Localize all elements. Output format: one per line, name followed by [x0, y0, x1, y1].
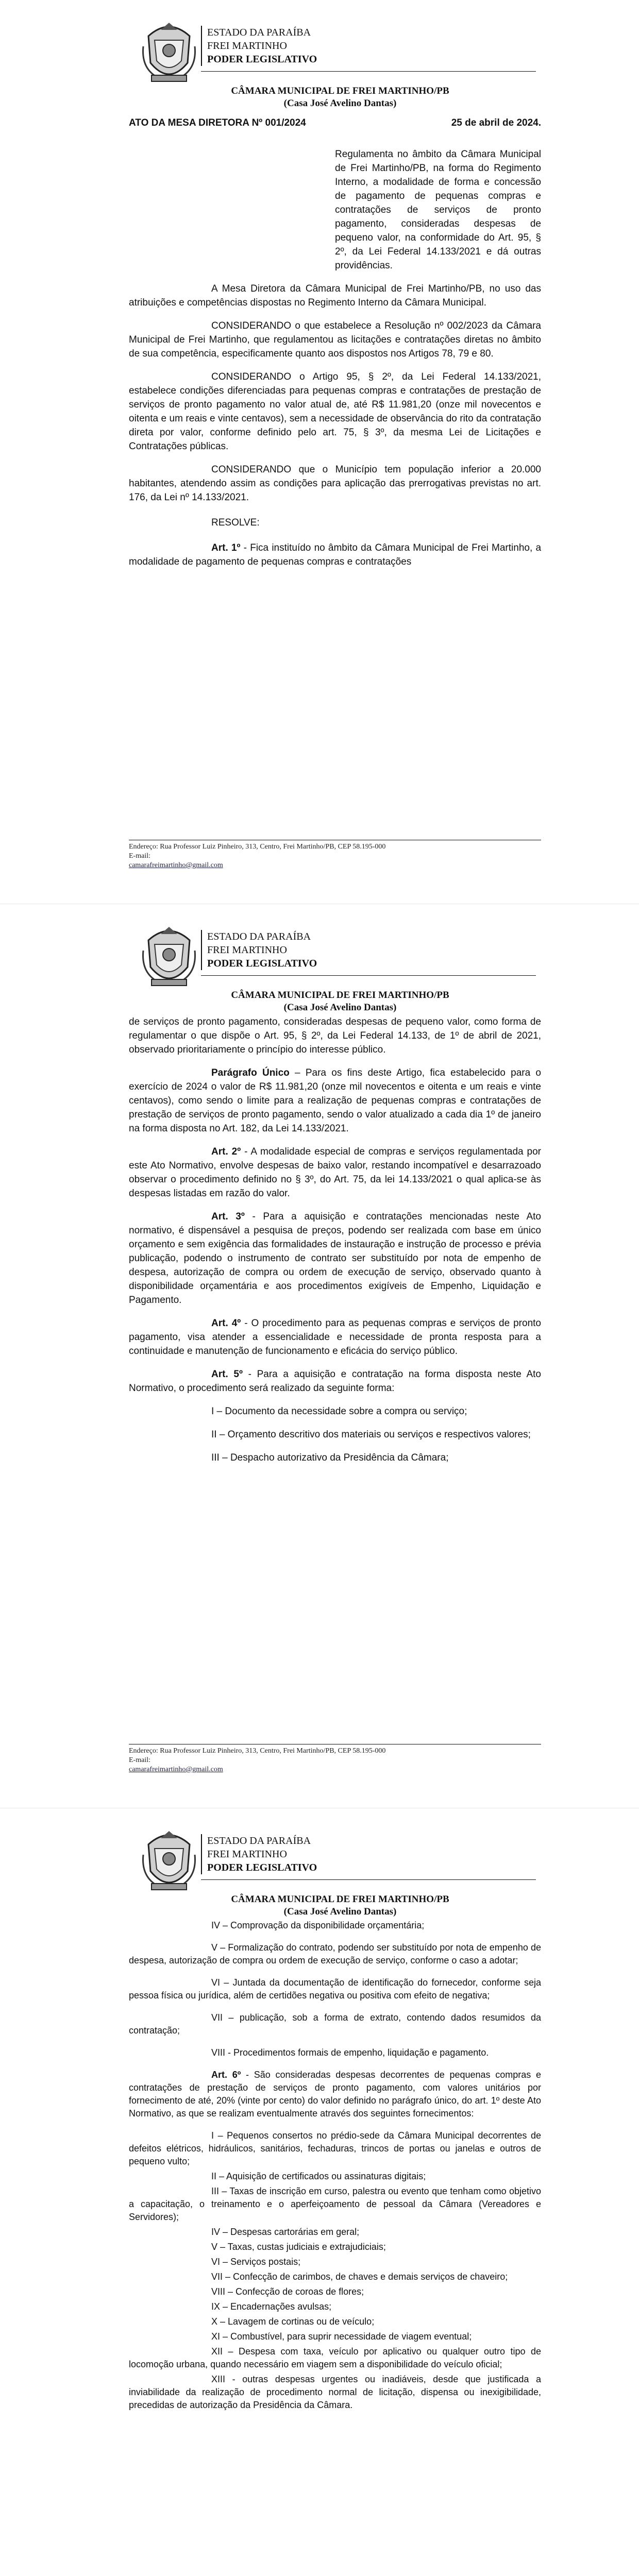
- page-2-body: [129, 1015, 541, 1474]
- list-item: I – Documento da necessidade sobre a compra ou serviço;: [211, 1406, 467, 1417]
- letterhead: [129, 1829, 551, 1917]
- act-heading: [129, 116, 541, 130]
- paragraph: CONSIDERANDO o Artigo 95, § 2º, da Lei Federal 14.133/2021, estabelece condições diferenciadas para pequenas compras e contratações de prestação de serviços de pronto pagamento no valor atual de, até R$ 11.981,20 (onze mil novecentos e oitenta e um reais e vinte centavos), sem a necessidade de observância do rito da contratação direta por valor, conforme definido pelo art. 75, § 3º, da mesma Lei de Licitações e Contratações públicas.: [129, 371, 541, 452]
- article-text: - Para a aquisição e contratações mencionadas neste Ato normativo, é dispensável a pesquisa de preços, podendo ser realizada com base em único orçamento e sem exigência das formalidades de instauração e instrução de processo e prévia publicação, podendo o instrumento de contrato ser substituído por nota de empenho de despesa, autorização de compra ou ordem de execução de serviço, observado quanto à disponibilidade orçamentária e aos procedimentos exigíveis de Empenho, Liquidação e Pagamento.: [129, 1211, 541, 1306]
- list-item: I – Pequenos consertos no prédio-sede da Câmara Municipal decorrentes de defeitos elétricos, hidráulicos, sanitários, fechaduras, trincos de portas ou janelas e outros de pequeno vulto;: [129, 2130, 541, 2166]
- article-text: - Para a aquisição e contratação na forma disposta neste Ato Normativo, o procedimento será realizado da seguinte forma:: [129, 1369, 541, 1394]
- list-item: V – Taxas, custas judiciais e extrajudiciais;: [211, 2242, 386, 2252]
- article-label: Parágrafo Único: [211, 1067, 290, 1078]
- paragraph: de serviços de pronto pagamento, consideradas despesas de pequeno valor, como forma de regulamentar o que dispõe o Art. 95, § 2º, da Lei Federal 14.133, de 1º de abril de 2021, observado prioritariamente o princípio do interesse público.: [129, 1016, 541, 1055]
- coat-of-arms-icon: [140, 1829, 198, 1894]
- list-item: VI – Serviços postais;: [211, 2257, 301, 2267]
- header-house: (Casa José Avelino Dantas): [283, 1906, 397, 1917]
- list-item: XII – Despesa com taxa, veículo por aplicativo ou qualquer outro tipo de locomoção urbana, quando necessário em viagem sem a disponibilidade do veículo oficial;: [129, 2346, 541, 2369]
- act-date: 25 de abril de 2024.: [451, 117, 541, 128]
- article-text: - Fica instituído no âmbito da Câmara Municipal de Frei Martinho, a modalidade de pagamento de pequenas compras e contratações: [129, 543, 542, 567]
- coat-of-arms-icon: [140, 925, 198, 990]
- article-label: Art. 2º: [211, 1146, 241, 1157]
- list-item: IV – Comprovação da disponibilidade orçamentária;: [211, 1920, 425, 1930]
- header-branch: PODER LEGISLATIVO: [207, 54, 317, 65]
- footer-address: Endereço: Rua Professor Luiz Pinheiro, 313, Centro, Frei Martinho/PB, CEP 58.195-000: [129, 843, 386, 851]
- sole-paragraph: [129, 1066, 541, 1136]
- page-2: [0, 904, 639, 1808]
- coat-of-arms-icon: [140, 21, 198, 86]
- article-label: Art. 4º: [211, 1318, 241, 1329]
- list-item: V – Formalização do contrato, podendo ser substituído por nota de empenho de despesa, autorização de compra ou ordem de execução de serviço, conforme o caso a adotar;: [129, 1942, 541, 1965]
- paragraph: A Mesa Diretora da Câmara Municipal de Frei Martinho/PB, no uso das atribuições e competências dispostas no Regimento Interno da Câmara Municipal.: [129, 283, 541, 308]
- list-item: VII – publicação, sob a forma de extrato, contendo dados resumidos da contratação;: [129, 2012, 541, 2036]
- list-item: VII – Confecção de carimbos, de chaves e demais serviços de chaveiro;: [211, 2272, 508, 2282]
- act-summary: Regulamenta no âmbito da Câmara Municipal de Frei Martinho/PB, na forma do Regimento Interno, a modalidade de forma e concessão de pagamento de pequenas compras e contratações de serviços de pronto pagamento, consideradas despesas de pequeno valor, na conformidade do Art. 95, § 2º, da Lei Federal 14.133/2021 e dá outras providências.: [335, 149, 541, 271]
- header-title: [129, 989, 551, 1014]
- footer-address: Endereço: Rua Professor Luiz Pinheiro, 313, Centro, Frei Martinho/PB, CEP 58.195-000: [129, 1747, 386, 1755]
- footer-email-label: E-mail:: [129, 852, 150, 860]
- header-branch: PODER LEGISLATIVO: [207, 1862, 317, 1873]
- list-item: XI – Combustível, para suprir necessidade de viagem eventual;: [211, 2331, 472, 2342]
- letterhead-text: [201, 1834, 321, 1874]
- page-3: [0, 1808, 639, 2576]
- header-city: FREI MARTINHO: [207, 944, 287, 956]
- article: [129, 1145, 541, 1200]
- header-city: FREI MARTINHO: [207, 1849, 287, 1860]
- header-house: (Casa José Avelino Dantas): [283, 1002, 397, 1013]
- page-footer: [129, 840, 541, 870]
- footer-email-label: E-mail:: [129, 1756, 150, 1764]
- letterhead: [129, 925, 551, 1012]
- header-state: ESTADO DA PARAÍBA: [207, 27, 311, 38]
- article-text: - O procedimento para as pequenas compras e serviços de pronto pagamento, visa atender a essencialidade e necessidade de pronta resposta para a continuidade e manutenção de funcionamento e eficácia do serviço público.: [129, 1318, 541, 1357]
- list-item: VIII - Procedimentos formais de empenho, liquidação e pagamento.: [211, 2047, 489, 2058]
- list-item: III – Taxas de inscrição em curso, palestra ou evento que tenham como objetivo a capacitação, o treinamento e o aperfeiçoamento de pessoal da Câmara (Vereadores e Servidores);: [129, 2186, 541, 2222]
- article-label: Art. 1º: [211, 543, 241, 553]
- paragraph: CONSIDERANDO o que estabelece a Resolução nº 002/2023 da Câmara Municipal de Frei Martinho, que regulamentou as licitações e contratações diretas no âmbito de sua competência, especificamente quanto aos dispostos nos Artigos 78, 79 e 80.: [129, 320, 541, 359]
- list-item: II – Aquisição de certificados ou assinaturas digitais;: [211, 2171, 426, 2181]
- resolve-label: RESOLVE:: [211, 517, 260, 528]
- paragraph: CONSIDERANDO que o Município tem população inferior a 20.000 habitantes, atendendo assim as condições para aplicação das prerrogativas previstas no art. 176, da Lei nº 14.133/2021.: [129, 464, 541, 503]
- article-text: - A modalidade especial de compras e serviços regulamentada por este Ato Normativo, envolve despesas de baixo valor, restando incompatível e desarrazoado observar o procedimento definido no § 3º, do Art. 75, da lei 14.133/2021 o qual aplica-se às despesas listadas em razão do valor.: [129, 1146, 541, 1199]
- list-item: IX – Encadernações avulsas;: [211, 2301, 332, 2312]
- article-label: Art. 3º: [211, 1211, 245, 1222]
- header-house: (Casa José Avelino Dantas): [283, 98, 397, 109]
- header-rule: [201, 1879, 536, 1880]
- list-item: II – Orçamento descritivo dos materiais ou serviços e respectivos valores;: [211, 1429, 531, 1440]
- letterhead-text: [201, 26, 321, 66]
- article: [129, 2069, 541, 2120]
- list-item: VIII – Confecção de coroas de flores;: [211, 2286, 364, 2297]
- act-title: ATO DA MESA DIRETORA Nº 001/2024: [129, 117, 306, 128]
- letterhead-text: [201, 930, 321, 970]
- letterhead: [129, 21, 551, 108]
- list-item: III – Despacho autorizativo da Presidência da Câmara;: [211, 1452, 449, 1463]
- article: [129, 1210, 541, 1307]
- footer-email[interactable]: camarafreimartinho@gmail.com: [129, 1766, 223, 1773]
- article: [129, 541, 541, 569]
- article-text: - São consideradas despesas decorrentes de pequenas compras e contratações de prestação de serviços de pronto pagamento, com valores unitários por fornecimento de até, 20% (vinte por cento) do valor definido no parágrafo único, do art. 1º deste Ato Normativo, as que se realizam eventualmente através dos seguintes fornecimentos:: [129, 2070, 541, 2119]
- header-city: FREI MARTINHO: [207, 40, 287, 52]
- article-text: – Para os fins deste Artigo, fica estabelecido para o exercício de 2024 o valor de R$ 11.981,20 (onze mil novecentos e oitenta e um reais e vinte centavos), como sendo o limite para a realização de pequenas compras e contratações de prestação de serviços de pronto pagamento, sendo o valor atualizado a cada dia 1º de janeiro na forma disposta no Art. 182, da Lei 14.133/2021.: [129, 1067, 541, 1134]
- article-label: Art. 5º: [211, 1369, 243, 1380]
- header-title: [129, 85, 551, 110]
- list-item: X – Lavagem de cortinas ou de veículo;: [211, 2316, 375, 2327]
- header-chamber: CÂMARA MUNICIPAL DE FREI MARTINHO/PB: [231, 86, 449, 96]
- page-1-body: [129, 111, 541, 578]
- footer-email[interactable]: camarafreimartinho@gmail.com: [129, 861, 223, 869]
- header-rule: [201, 975, 536, 976]
- page-1: [0, 0, 639, 904]
- page-footer: [129, 1744, 541, 1774]
- article: [129, 1316, 541, 1358]
- header-chamber: CÂMARA MUNICIPAL DE FREI MARTINHO/PB: [231, 990, 449, 1001]
- article-label: Art. 6º: [211, 2070, 241, 2080]
- list-item: VI – Juntada da documentação de identificação do fornecedor, conforme seja pessoa física ou jurídica, além de certidões negativa ou positiva com efeito de negativa;: [129, 1977, 541, 2001]
- header-state: ESTADO DA PARAÍBA: [207, 1835, 311, 1846]
- header-rule: [201, 71, 536, 72]
- header-state: ESTADO DA PARAÍBA: [207, 931, 311, 942]
- header-branch: PODER LEGISLATIVO: [207, 958, 317, 969]
- header-title: [129, 1893, 551, 1918]
- list-item: IV – Despesas cartorárias em geral;: [211, 2227, 360, 2237]
- list-item: XIII - outras despesas urgentes ou inadiáveis, desde que justificada a inviabilidade da realização de procedimento normal de licitação, dispensa ou inexigibilidade, precedidas de autorização da Presidência da Câmara.: [129, 2374, 541, 2410]
- header-chamber: CÂMARA MUNICIPAL DE FREI MARTINHO/PB: [231, 1894, 449, 1905]
- article: [129, 1367, 541, 1395]
- page-3-body: [129, 1919, 541, 2414]
